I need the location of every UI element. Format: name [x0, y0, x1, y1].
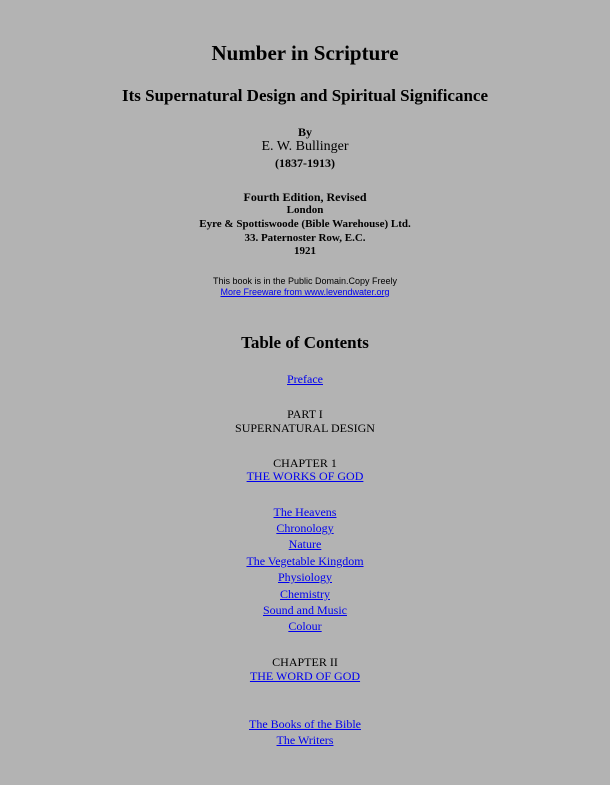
part-label: PART I [287, 407, 323, 421]
chapter-label: CHAPTER 1 [273, 456, 337, 470]
page-subtitle: Its Supernatural Design and Spiritual Significance [121, 86, 489, 105]
author-dates: (1837-1913) [275, 156, 335, 170]
freeware-link[interactable]: More Freeware from www.levendwater.org [220, 287, 390, 297]
toc-link-section[interactable]: The Vegetable Kingdom [246, 554, 364, 568]
toc-link-section[interactable]: Nature [288, 537, 322, 551]
toc-link-section[interactable]: Colour [288, 619, 322, 633]
toc-link-chapter[interactable]: THE WORD OF GOD [249, 669, 361, 683]
city-line: London [286, 204, 324, 216]
toc-link-preface[interactable]: Preface [287, 372, 323, 386]
toc-link-section[interactable]: The Writers [276, 733, 334, 747]
toc-link-chapter[interactable]: THE WORKS OF GOD [246, 469, 364, 483]
page-title: Number in Scripture [211, 41, 399, 65]
toc-link-section[interactable]: Sound and Music [263, 603, 347, 617]
toc-link-section[interactable]: Chemistry [280, 587, 330, 601]
address-line: 33. Paternoster Row, E.C. [244, 232, 366, 244]
toc-link-section[interactable]: The Heavens [273, 505, 337, 519]
publisher-line: Eyre & Spottiswoode (Bible Warehouse) Ltd. [199, 218, 411, 230]
part-title: SUPERNATURAL DESIGN [235, 421, 375, 435]
toc-link-section[interactable]: Chronology [276, 521, 334, 535]
public-domain-notice: This book is in the Public Domain.Copy Freely [212, 276, 398, 286]
by-label: By [297, 125, 312, 139]
chapter-label: CHAPTER II [272, 655, 338, 669]
author-name: E. W. Bullinger [261, 139, 349, 154]
toc-heading: Table of Contents [241, 333, 369, 352]
year-line: 1921 [294, 245, 316, 257]
edition-line: Fourth Edition, Revised [243, 190, 367, 204]
toc-link-section[interactable]: Physiology [277, 570, 332, 584]
toc-link-section[interactable]: The Books of the Bible [249, 717, 361, 731]
